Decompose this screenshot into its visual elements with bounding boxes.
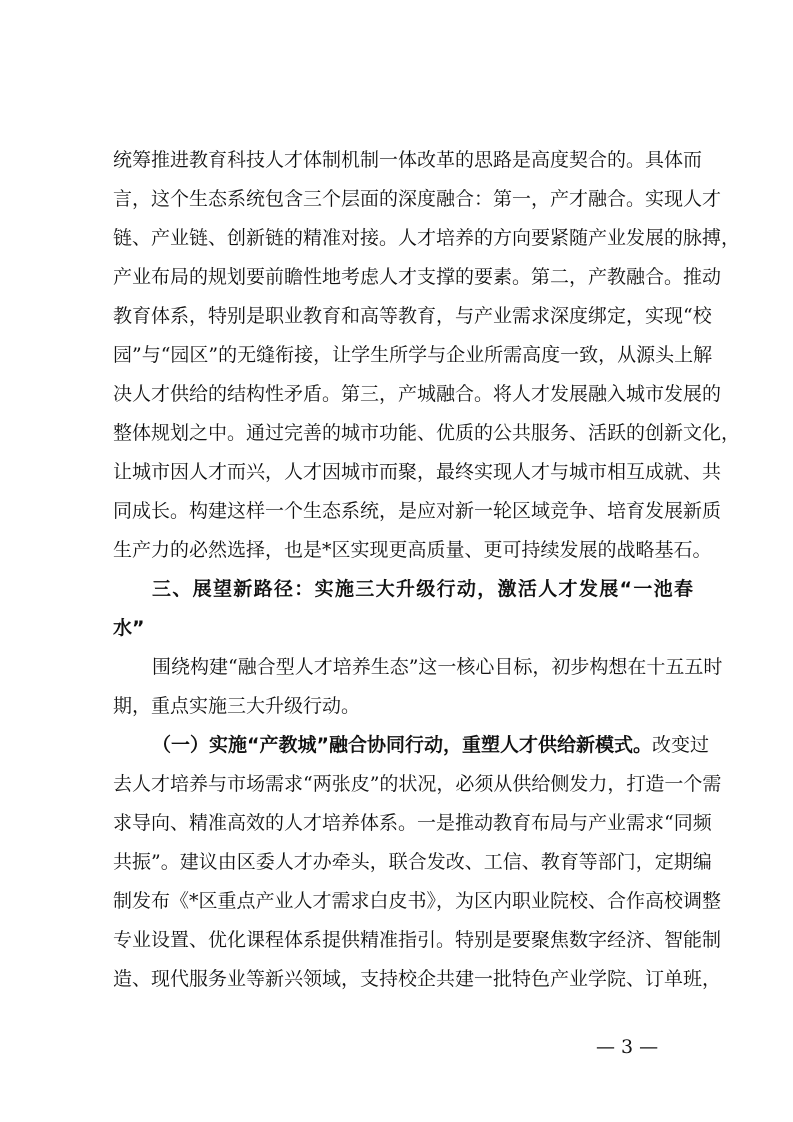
subsection-text: 改变过 [651, 734, 709, 756]
body-text-line: 整体规划之中。通过完善的城市功能、优质的公共服务、活跃的创新文化， [113, 422, 741, 444]
body-text-line: 让城市因人才而兴，人才因城市而聚，最终实现人才与城市相互成就、共 [113, 461, 722, 483]
body-text-line: 生产力的必然选择，也是*区实现更高质量、更可持续发展的战略基石。 [113, 539, 712, 561]
body-text-line: 统筹推进教育科技人才体制机制一体改革的思路是高度契合的。具体而 [113, 149, 703, 171]
subsection-line [152, 733, 709, 757]
body-text-line: 共振”。建议由区委人才办牵头，联合发改、工信、教育等部门，定期编 [113, 851, 712, 873]
body-text-line: 求导向、精准高效的人才培养体系。一是推动教育布局与产业需求“同频 [113, 812, 712, 834]
body-text-line: 决人才供给的结构性矛盾。第三，产城融合。将人才发展融入城市发展的 [113, 383, 722, 405]
body-text-line: 围绕构建“融合型人才培养生态”这一核心目标，初步构想在十五五时 [152, 656, 723, 678]
body-text-line: 教育体系，特别是职业教育和高等教育，与产业需求深度绑定，实现“校 [113, 305, 712, 327]
section-heading-continuation: 水” [113, 617, 145, 639]
body-text-line: 去人才培养与市场需求“两张皮”的状况，必须从供给侧发力，打造一个需 [113, 773, 722, 795]
page-number: — 3 — [596, 1036, 659, 1058]
body-text-line: 言，这个生态系统包含三个层面的深度融合：第一，产才融合。实现人才 [113, 188, 722, 210]
body-text-line: 制发布《*区重点产业人才需求白皮书》，为区内职业院校、合作高校调整 [113, 890, 722, 912]
body-text-line: 产业布局的规划要前瞻性地考虑人才支撑的要素。第二，产教融合。推动 [113, 266, 722, 288]
body-text-line: 造、现代服务业等新兴领域，支持校企共建一批特色产业学院、订单班， [113, 968, 722, 990]
body-text-line: 期，重点实施三大升级行动。 [113, 695, 361, 717]
body-text-line: 专业设置、优化课程体系提供精准指引。特别是要聚焦数字经济、智能制 [113, 929, 722, 951]
body-text-line: 链、产业链、创新链的精准对接。人才培养的方向要紧随产业发展的脉搏， [113, 227, 741, 249]
body-text-line: 园”与“园区”的无缝衔接，让学生所学与企业所需高度一致，从源头上解 [113, 344, 713, 366]
body-text-line: 同成长。构建这样一个生态系统，是应对新一轮区域竞争、培育发展新质 [113, 500, 722, 522]
section-heading: 三、展望新路径：实施三大升级行动，激活人才发展“一池春 [152, 578, 693, 600]
subsection-title: （一）实施“产教城”融合协同行动，重塑人才供给新模式。 [152, 734, 652, 756]
